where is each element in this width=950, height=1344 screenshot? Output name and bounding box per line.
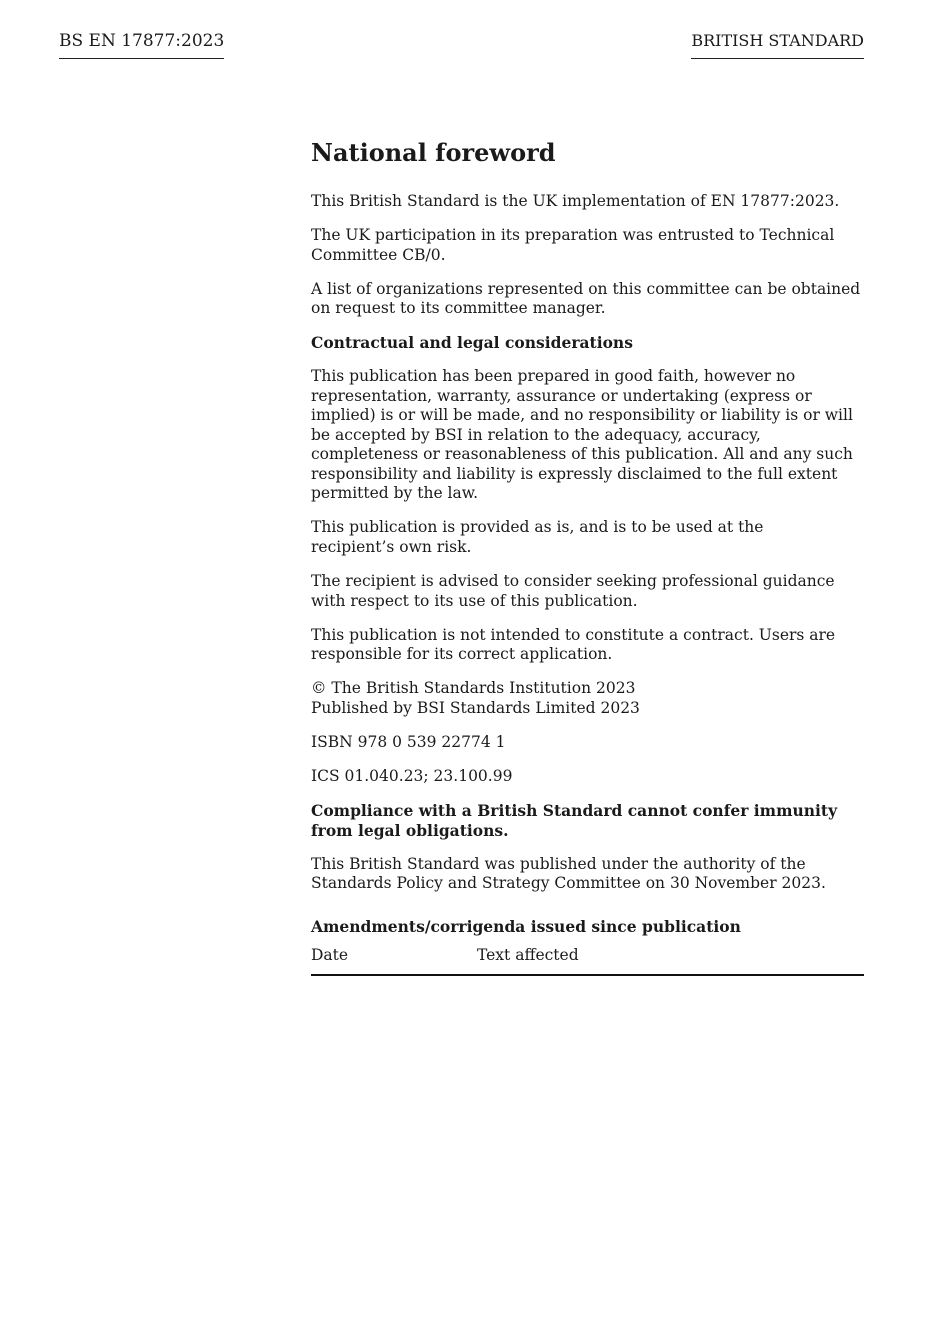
organizations-paragraph: A list of organizations represented on this committee can be obtained on request to its committee manager. (311, 279, 861, 318)
isbn-line: ISBN 978 0 539 22774 1 (311, 732, 506, 751)
foreword-content (311, 136, 864, 976)
copyright-block (311, 679, 864, 718)
contract-paragraph: This publication is not intended to constitute a contract. Users are responsible for its correct application. (311, 625, 836, 664)
compliance-statement: Compliance with a British Standard cannot confer immunity from legal obligations. (311, 801, 838, 840)
standard-type-header: BRITISH STANDARD (691, 30, 864, 59)
document-id-header: BS EN 17877:2023 (59, 30, 224, 59)
ics-line: ICS 01.040.23; 23.100.99 (311, 766, 513, 785)
authority-line-2: Standards Policy and Strategy Committee on 30 November 2023. (311, 874, 826, 893)
contractual-heading: Contractual and legal considerations (311, 333, 633, 353)
implementation-paragraph: This British Standard is the UK implementation of EN 17877:2023. (311, 192, 840, 210)
risk-line-2: recipient’s own risk. (311, 537, 472, 556)
risk-paragraph (311, 518, 864, 557)
amendments-column-date: Date (311, 946, 349, 965)
amendments-column-text-affected: Text affected (477, 946, 579, 965)
publisher-line: Published by BSI Standards Limited 2023 (311, 698, 640, 717)
disclaimer-paragraph: This publication has been prepared in good faith, however no representation, warranty, assurance or undertaking (express or implied) is or will be made, and no responsibility or liability is or will be accepted by BSI in relation to the adequacy, accuracy, completeness or reasonableness of this publication. All and any such responsibility and liability is expressly disclaimed to the full extent permitted by the law. (311, 367, 853, 503)
authority-paragraph (311, 855, 864, 894)
committee-paragraph: The UK participation in its preparation was entrusted to Technical Committee CB/0. (311, 226, 835, 264)
amendments-heading: Amendments/corrigenda issued since publication (311, 916, 741, 936)
risk-line-1: This publication is provided as is, and is to be used at the (311, 518, 764, 537)
guidance-paragraph: The recipient is advised to consider seeking professional guidance with respect to its use of this publication. (311, 572, 835, 610)
amendments-table (311, 946, 864, 976)
copyright-line: © The British Standards Institution 2023 (311, 679, 636, 698)
page-title: National foreword (311, 138, 556, 167)
authority-line-1: This British Standard was published under the authority of the (311, 854, 806, 873)
